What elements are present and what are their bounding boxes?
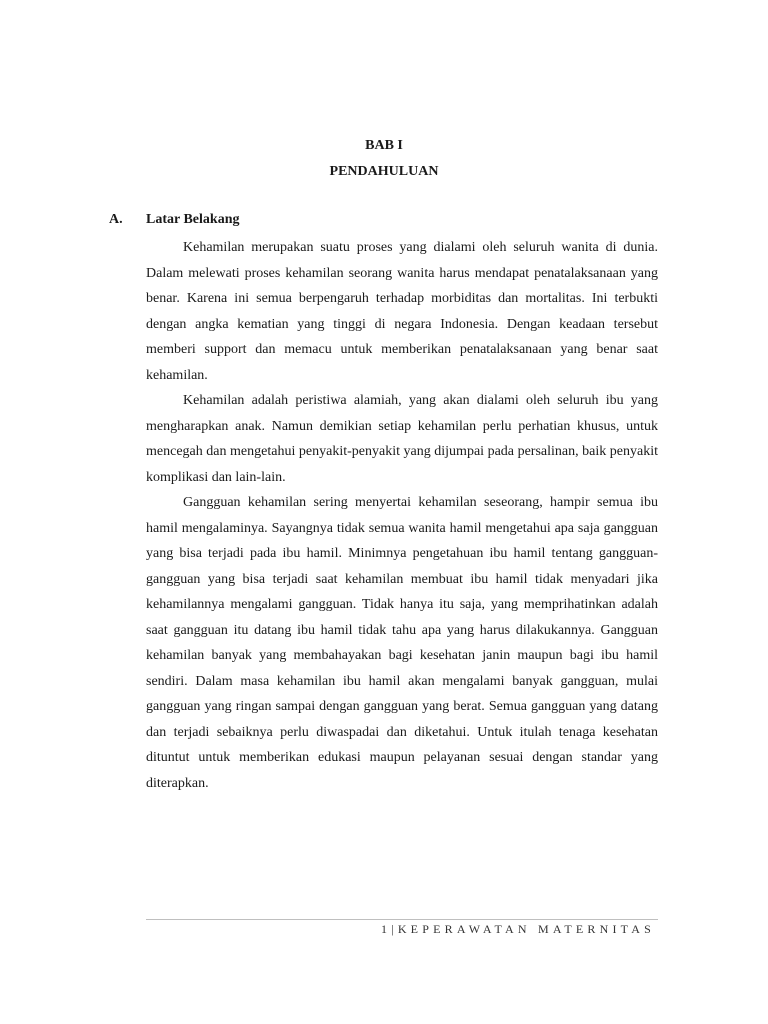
page-footer bbox=[381, 922, 655, 937]
section-letter: A. bbox=[109, 212, 123, 227]
page-number: 1 bbox=[381, 922, 392, 936]
paragraph: Gangguan kehamilan sering menyertai kehamilan seseorang, hampir semua ibu hamil mengalaminya. Sayangnya tidak semua wanita hamil mengetahui apa saja gangguan yang bisa terjadi pada ibu hamil. Minimnya pengetahuan ibu hamil tentang gangguan-gangguan yang bisa terjadi saat kehamilan membuat ibu hamil tidak menyadari jika kehamilannya mengalami gangguan. Tidak hanya itu saja, yang memprihatinkan adalah saat gangguan itu datang ibu hamil tidak tahu apa yang harus dilakukannya. Gangguan kehamilan banyak yang membahayakan bagi kesehatan janin maupun bagi ibu hamil sendiri. Dalam masa kehamilan ibu hamil akan mengalami banyak gangguan, mulai gangguan yang ringan sampai dengan gangguan yang berat. Semua gangguan yang datang dan terjadi sebaiknya perlu diwaspadai dan diketahui. Untuk itulah tenaga kesehatan dituntut untuk memberikan edukasi maupun pelayanan sesuai dengan standar yang diterapkan. bbox=[146, 495, 658, 791]
chapter-number: BAB I bbox=[365, 138, 403, 153]
section-heading bbox=[109, 212, 239, 228]
paragraph: Kehamilan merupakan suatu proses yang dialami oleh seluruh wanita di dunia. Dalam melewati proses kehamilan seorang wanita harus mendapat penatalaksanaan yang benar. Karena ini semua berpengaruh terhadap morbiditas dan mortalitas. Ini terbukti dengan angka kematian yang tinggi di negara Indonesia. Dengan keadaan tersebut memberi support dan memacu untuk memberikan penatalaksanaan yang benar saat kehamilan. bbox=[146, 240, 658, 383]
body-text bbox=[146, 235, 658, 796]
chapter-title: PENDAHULUAN bbox=[329, 164, 439, 179]
section-title: Latar Belakang bbox=[146, 212, 240, 227]
footer-separator: | bbox=[391, 922, 398, 936]
footer-text: KEPERAWATAN MATERNITAS bbox=[397, 922, 655, 936]
footer-divider bbox=[146, 919, 658, 920]
paragraph: Kehamilan adalah peristiwa alamiah, yang akan dialami oleh seluruh ibu yang mengharapkan anak. Namun demikian setiap kehamilan perlu perhatian khusus, untuk mencegah dan mengetahui penyakit-penyakit yang dijumpai pada persalinan, baik penyakit komplikasi dan lain-lain. bbox=[146, 393, 658, 485]
